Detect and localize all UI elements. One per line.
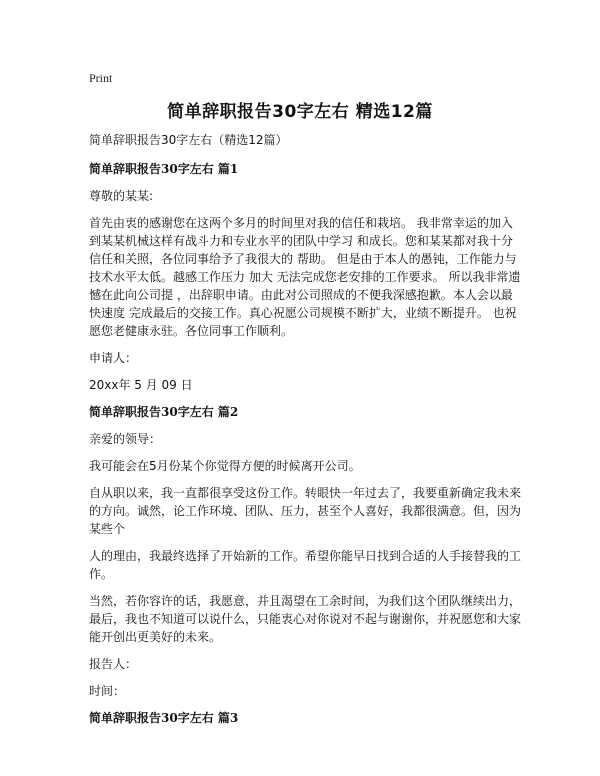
section-2-greeting: 亲爱的领导： <box>89 432 162 446</box>
document-body <box>89 131 521 736</box>
section-heading-2: 简单辞职报告30字左右 篇2 <box>89 405 239 419</box>
print-label[interactable]: Print <box>89 71 113 85</box>
section-1-greeting: 尊敬的某某: <box>89 189 154 203</box>
section-2-signer: 报告人： <box>89 657 138 671</box>
section-2-para-1: 我可能会在5月份某个你觉得方便的时候离开公司。 <box>89 459 361 473</box>
section-heading-3: 简单辞职报告30字左右 篇3 <box>89 711 239 725</box>
section-2-para-4: 当然，若你容许的话，我愿意，并且渴望在工余时间，为我们这个团队继续出力，最后，我也不知道可以说什么，只能衷心对你说对不起与谢谢你，并祝愿您和大家能开创出更美好的未来。 <box>89 594 522 644</box>
section-heading-1: 简单辞职报告30字左右 篇1 <box>89 162 239 176</box>
document-subtitle: 简单辞职报告30字左右（精选12篇） <box>89 133 288 147</box>
document-title: 简单辞职报告30字左右 精选12篇 <box>167 102 433 122</box>
section-1-body: 首先由衷的感谢您在这两个多月的时间里对我的信任和栽培。 我非常幸运的加入到某某机械这样有战斗力和专业水平的团队中学习 和成长。您和某某都对我十分信任和关照，各位同事给予了我很大的 帮助。 但是由于本人的愚钝，工作能力与技术水平太低。越感工作压力 加大 无法完成您老安排的工作要求。 所以我非常遗憾在此向公司提 ，出辞职申请。由此对公司照成的不便我深感抱歉。本人会以最快速度 完成最后的交接工作。真心祝愿公司规模不断扩大，业绩不断提升。 也祝愿您老健康永驻。各位同事工作顺利。 <box>89 216 521 338</box>
section-2-para-3: 人的理由，我最终选择了开始新的工作。希望你能早日找到合适的人手接替我的工作。 <box>89 549 522 581</box>
section-2-para-2: 自从职以来，我一直都很享受这份工作。转眼快一年过去了，我要重新确定我未来的方向。诚然，论工作环境、团队、压力，甚至个人喜好，我都很满意。但，因为某些个 <box>89 486 522 536</box>
section-2-time: 时间： <box>89 684 126 698</box>
section-1-signer: 申请人： <box>89 351 138 365</box>
section-1-date: 20xx年 5 月 09 日 <box>89 378 193 392</box>
